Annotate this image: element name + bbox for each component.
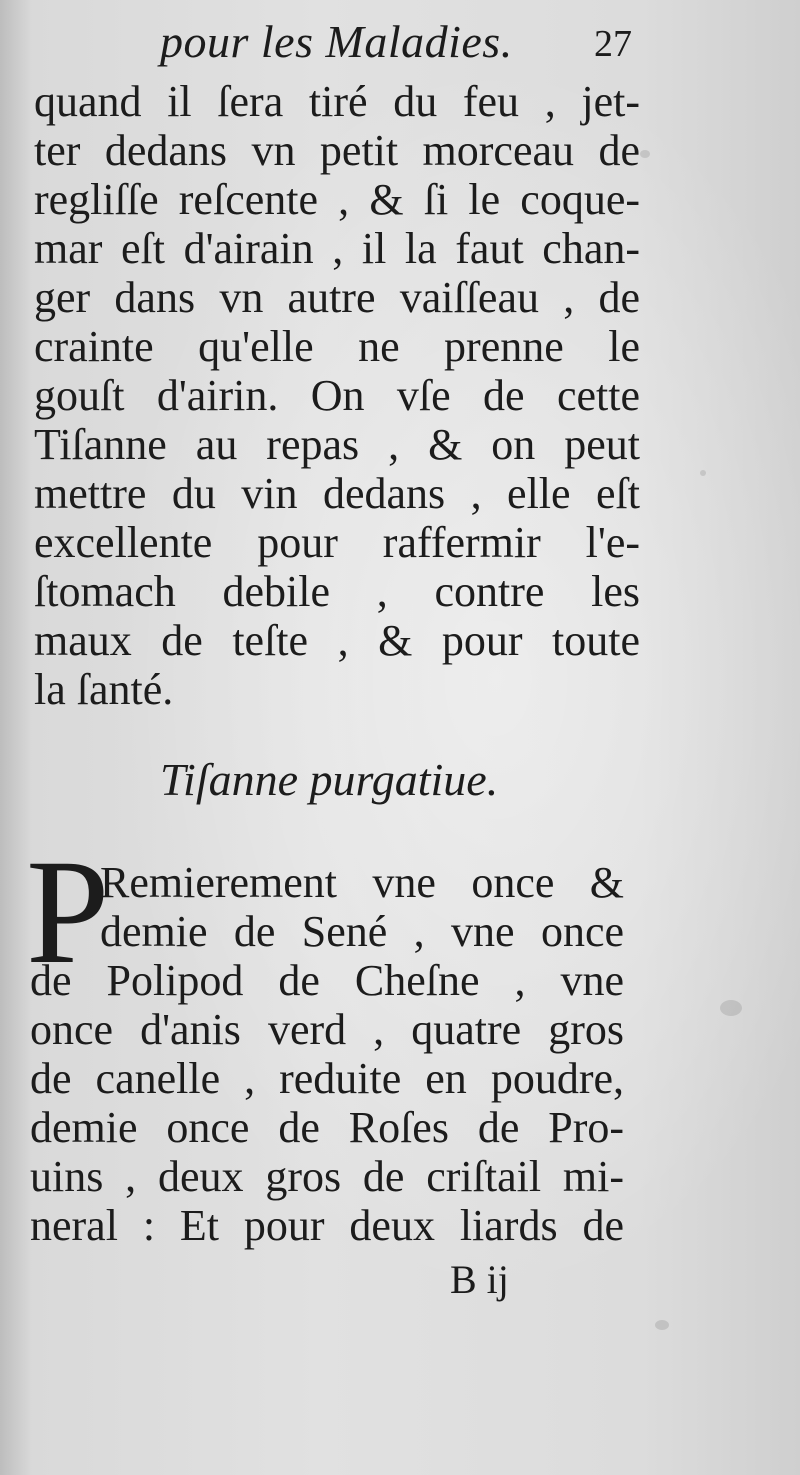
text-line: la ſanté. (34, 665, 174, 714)
paragraph-2-indented (100, 858, 624, 956)
text-line: ter dedans vn petit morceau de (34, 126, 640, 175)
paper-spot (700, 470, 706, 476)
paper-spot (640, 150, 650, 158)
text-line: de Polipod de Cheſne , vne (30, 956, 624, 1005)
paragraph-1 (34, 77, 640, 714)
text-line: demie de Sené , vne once (100, 907, 624, 956)
text-line: mar eſt d'airain , il la faut chan- (34, 224, 640, 273)
text-line: de canelle , reduite en poudre, (30, 1054, 624, 1103)
text-line: uins , deux gros de criſtail mi- (30, 1152, 624, 1201)
text-line: Tiſanne au repas , & on peut (34, 420, 640, 469)
paper-spot (655, 1320, 669, 1330)
text-line: neral : Et pour deux liards de (30, 1201, 624, 1250)
text-line: ſtomach debile , contre les (34, 567, 640, 616)
text-line: quand il ſera tiré du feu , jet- (34, 77, 640, 126)
paragraph-2 (30, 956, 624, 1250)
text-line: excellente pour raffermir l'e- (34, 518, 640, 567)
text-line: ger dans vn autre vaiſſeau , de (34, 273, 640, 322)
paper-spot (720, 1000, 742, 1016)
running-head: pour les Maladies. (160, 16, 513, 67)
drop-cap-initial: P (26, 829, 110, 995)
text-line: crainte qu'elle ne prenne le (34, 322, 640, 371)
text-line: gouſt d'airin. On vſe de cette (34, 371, 640, 420)
page-header (160, 12, 632, 82)
text-line: mettre du vin dedans , elle eſt (34, 469, 640, 518)
text-line: demie once de Roſes de Pro- (30, 1103, 624, 1152)
text-line: Remierement vne once & (100, 858, 624, 907)
text-line: once d'anis verd , quatre gros (30, 1005, 624, 1054)
section-heading: Tiſanne purgatiue. (160, 754, 499, 805)
page-number: 27 (594, 23, 632, 65)
text-line: regliſſe reſcente , & ſi le coque- (34, 175, 640, 224)
signature-mark: B ij (450, 1257, 509, 1302)
text-line: maux de teſte , & pour toute (34, 616, 640, 665)
